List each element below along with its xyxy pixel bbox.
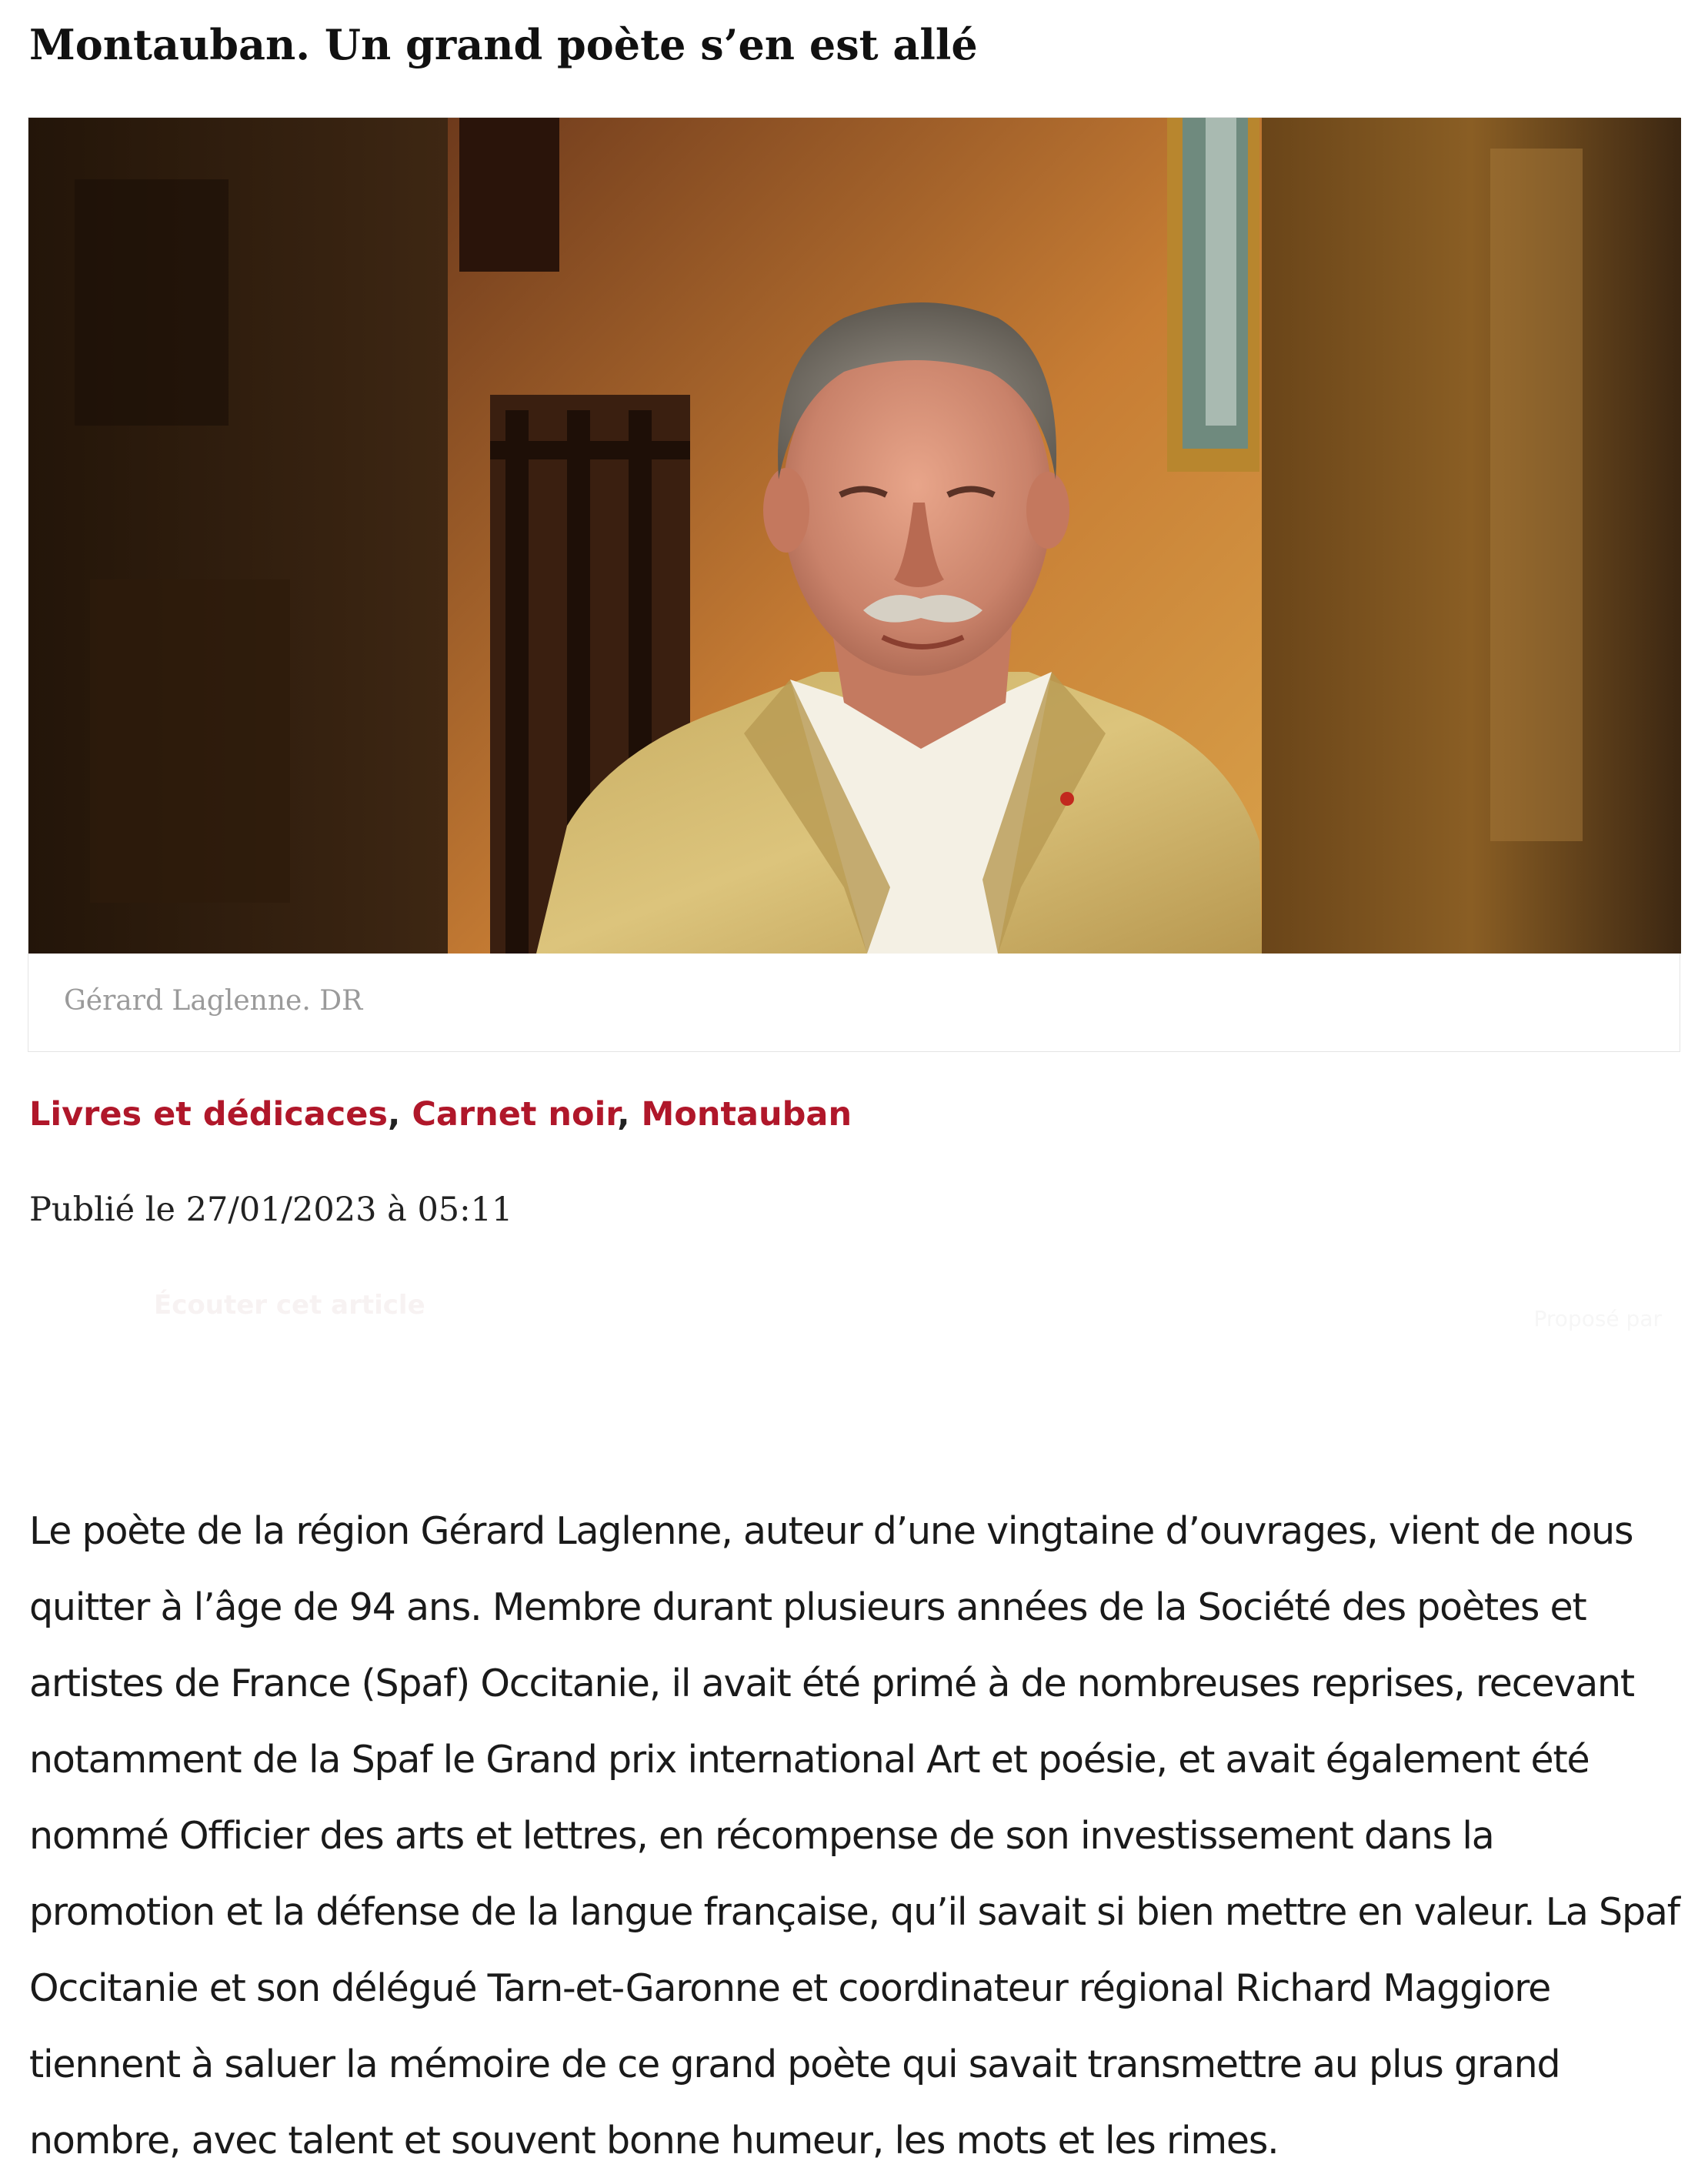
listen-article-button[interactable]: Écouter cet article xyxy=(154,1290,425,1321)
article-photo[interactable] xyxy=(28,118,1681,954)
tag-separator: , xyxy=(388,1095,412,1134)
photo-caption: Gérard Laglenne. DR xyxy=(64,985,363,1017)
tag-link-livres-et-dedicaces[interactable]: Livres et dédicaces xyxy=(29,1095,389,1134)
tag-separator: , xyxy=(617,1095,642,1134)
tag-link-montauban[interactable]: Montauban xyxy=(641,1095,852,1134)
tag-link-carnet-noir[interactable]: Carnet noir xyxy=(412,1095,618,1134)
sponsor-label: Proposé par xyxy=(1533,1306,1662,1331)
article-body: Le poète de la région Gérard Laglenne, auteur d’une vingtaine d’ouvrages, vient de nous quitter à l’âge de 94 ans. Membre durant plusieurs années de la Société des poètes et artistes de France (Spaf) Occitanie, il avait été primé à de nombreuses reprises, recevant notamment de la Spaf le Grand prix international Art et poésie, et avait également été nommé Officier des arts et lettres, en récompense de son investissement dans la promotion et la défense de la langue française, qu’il savait si bien mettre en valeur. La Spaf Occitanie et son délégué Tarn-et-Garonne et coordinateur régional Richard Maggiore tiennent à saluer la mémoire de ce grand poète qui savait transmettre au plus grand nombre, avec talent et souvent bonne humeur, les mots et les rimes. xyxy=(29,1509,1680,2163)
published-date: Publié le 27/01/2023 à 05:11 xyxy=(29,1191,513,1229)
article-tags xyxy=(29,1085,852,1144)
article-title: Montauban. Un grand poète s’en est allé xyxy=(29,20,978,69)
article-figure xyxy=(28,117,1680,1052)
portrait-illustration xyxy=(28,118,1681,954)
